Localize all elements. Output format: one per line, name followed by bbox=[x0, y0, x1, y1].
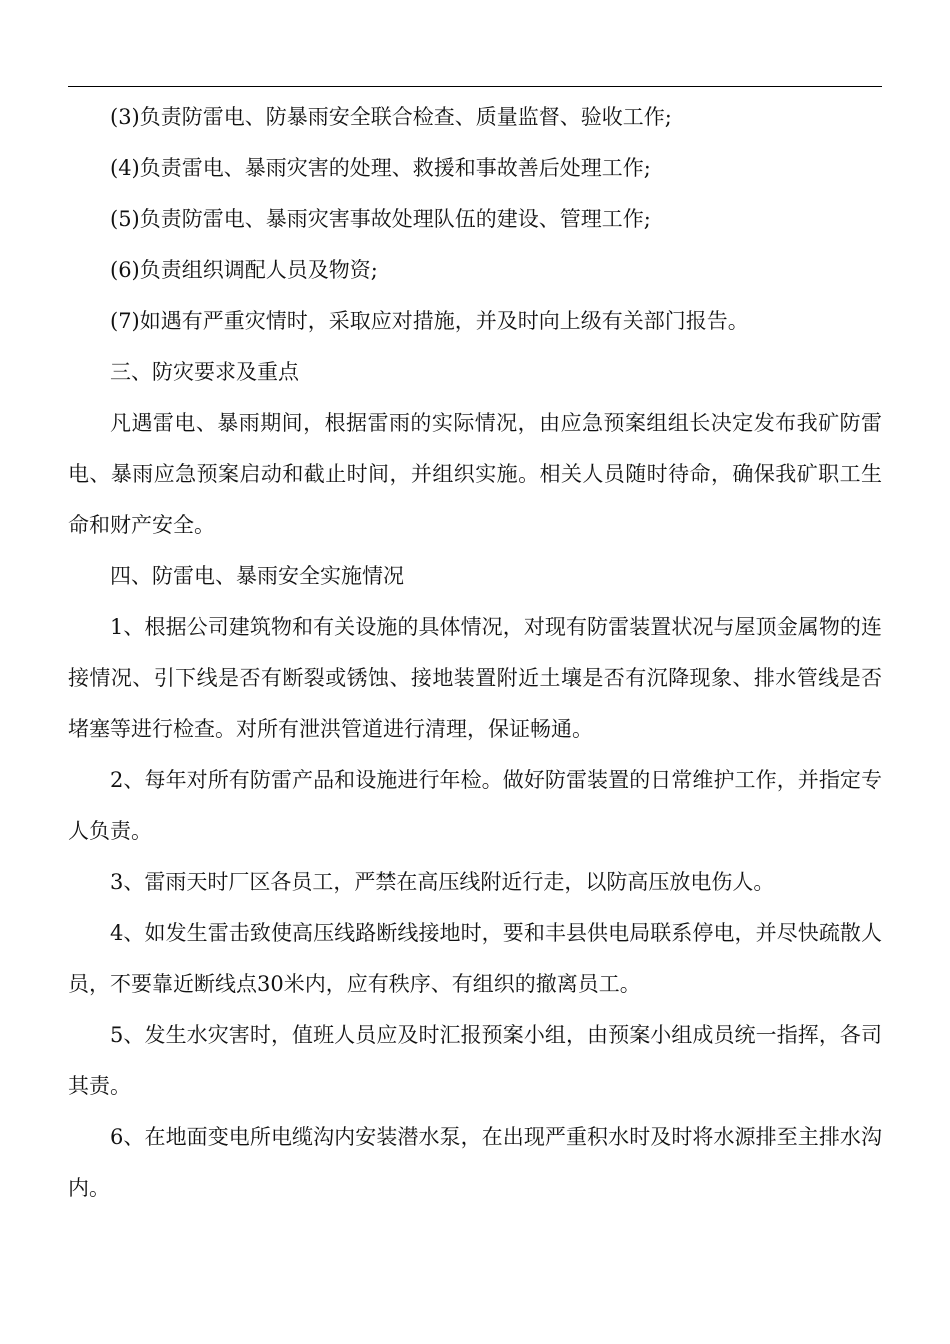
duty-item-4: (4)负责雷电、暴雨灾害的处理、救援和事故善后处理工作; bbox=[110, 156, 651, 180]
section-heading-4: 四、防雷电、暴雨安全实施情况 bbox=[110, 564, 404, 588]
measure-item-2: 2、每年对所有防雷产品和设施进行年检。做好防雷装置的日常维护工作，并指定专人负责。 bbox=[68, 768, 882, 843]
header-rule bbox=[68, 86, 882, 87]
measure-item-5: 5、发生水灾害时，值班人员应及时汇报预案小组，由预案小组成员统一指挥，各司其责。 bbox=[68, 1023, 882, 1098]
measure-item-4: 4、如发生雷击致使高压线路断线接地时，要和丰县供电局联系停电，并尽快疏散人员，不要靠近断线点30米内，应有秩序、有组织的撤离员工。 bbox=[68, 921, 882, 996]
duty-item-3: (3)负责防雷电、防暴雨安全联合检查、质量监督、验收工作; bbox=[110, 105, 672, 129]
section-heading-3: 三、防灾要求及重点 bbox=[110, 360, 299, 384]
document-body bbox=[68, 92, 882, 1214]
duty-item-7: (7)如遇有严重灾情时，采取应对措施，并及时向上级有关部门报告。 bbox=[110, 309, 749, 333]
section-3-paragraph: 凡遇雷电、暴雨期间，根据雷雨的实际情况，由应急预案组组长决定发布我矿防雷电、暴雨应急预案启动和截止时间，并组织实施。相关人员随时待命，确保我矿职工生命和财产安全。 bbox=[68, 411, 882, 537]
duty-item-5: (5)负责防雷电、暴雨灾害事故处理队伍的建设、管理工作; bbox=[110, 207, 651, 231]
measure-item-3: 3、雷雨天时厂区各员工，严禁在高压线附近行走，以防高压放电伤人。 bbox=[110, 870, 775, 894]
measure-item-6: 6、在地面变电所电缆沟内安装潜水泵，在出现严重积水时及时将水源排至主排水沟内。 bbox=[68, 1125, 882, 1200]
duty-item-6: (6)负责组织调配人员及物资; bbox=[110, 258, 378, 282]
measure-item-1: 1、根据公司建筑物和有关设施的具体情况，对现有防雷装置状况与屋顶金属物的连接情况、引下线是否有断裂或锈蚀、接地装置附近土壤是否有沉降现象、排水管线是否堵塞等进行检查。对所有泄洪管道进行清理，保证畅通。 bbox=[68, 615, 882, 741]
